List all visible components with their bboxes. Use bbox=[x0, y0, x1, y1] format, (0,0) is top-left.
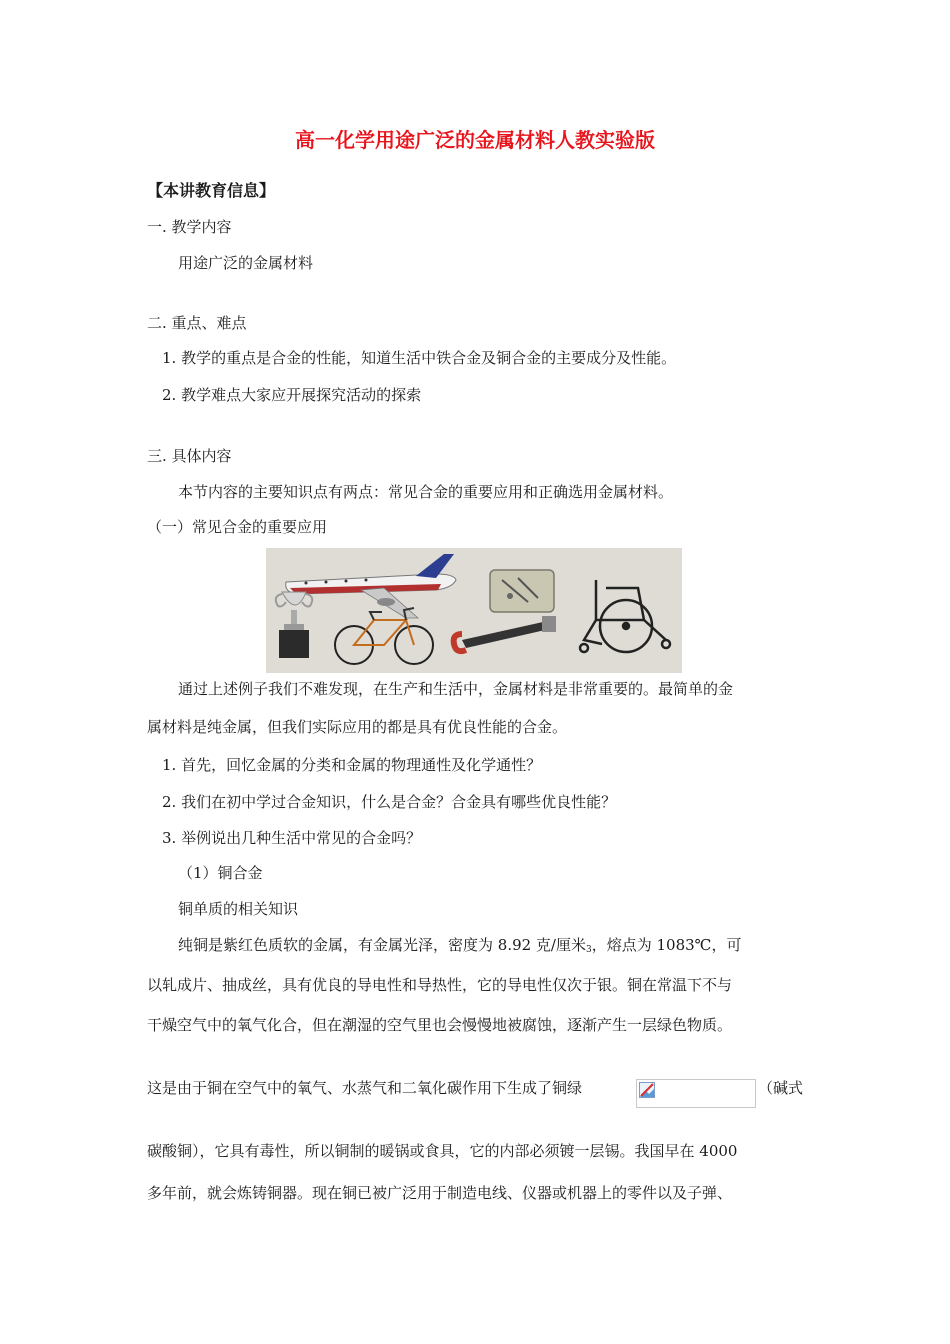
document-title: 高一化学用途广泛的金属材料人教实验版 bbox=[295, 128, 655, 152]
copper-line: 这是由于铜在空气中的氧气、水蒸气和二氧化碳作用下生成了铜绿 bbox=[147, 1079, 583, 1097]
paragraph-line: 属材料是纯金属，但我们实际应用的都是具有优良性能的合金。 bbox=[147, 718, 568, 736]
copper-subheading: 铜单质的相关知识 bbox=[178, 900, 299, 918]
question-item: 2. 我们在初中学过合金知识，什么是合金？合金具有哪些优良性能？ bbox=[162, 793, 617, 811]
copper-line: 多年前，就会炼铸铜器。现在铜已被广泛用于制造电线、仪器或机器上的零件以及子弹、 bbox=[147, 1184, 733, 1202]
section-info-heading: 【本讲教育信息】 bbox=[147, 181, 276, 200]
copper-alloy-heading: （1）铜合金 bbox=[178, 864, 263, 882]
copper-line-tail: （碱式 bbox=[758, 1079, 804, 1097]
section-3-heading: 三. 具体内容 bbox=[147, 447, 232, 465]
question-item: 3. 举例说出几种生活中常见的合金吗？ bbox=[162, 829, 422, 847]
copper-line-text: ，熔点为 1083℃，可 bbox=[591, 936, 742, 954]
copper-line: 干燥空气中的氧气化合，但在潮湿的空气里也会慢慢地被腐蚀，逐渐产生一层绿色物质。 bbox=[147, 1016, 733, 1034]
broken-image-icon bbox=[639, 1082, 655, 1098]
copper-line-text: 纯铜是紫红色质软的金属，有金属光泽，密度为 8.92 克/厘米 bbox=[178, 936, 586, 954]
broken-formula-image bbox=[636, 1079, 756, 1108]
section-1-heading: 一. 教学内容 bbox=[147, 218, 232, 236]
paragraph-line: 通过上述例子我们不难发现，在生产和生活中，金属材料是非常重要的。最简单的金 bbox=[178, 680, 734, 698]
section-2-heading: 二. 重点、难点 bbox=[147, 314, 247, 332]
question-item: 1. 首先，回忆金属的分类和金属的物理通性及化学通性？ bbox=[162, 756, 542, 774]
section-1-body: 用途广泛的金属材料 bbox=[178, 254, 314, 272]
copper-line: 以轧成片、抽成丝，具有优良的导电性和导热性，它的导电性仅次于银。铜在常温下不与 bbox=[147, 976, 733, 994]
superscript-3: 3 bbox=[586, 945, 592, 955]
section-3-intro: 本节内容的主要知识点有两点：常见合金的重要应用和正确选用金属材料。 bbox=[178, 483, 674, 501]
surgical-tray-icon bbox=[490, 570, 554, 612]
alloy-applications-image bbox=[266, 548, 682, 673]
copper-line bbox=[178, 934, 741, 955]
section-2-item: 2. 教学难点大家应开展探究活动的探索 bbox=[162, 386, 422, 404]
section-2-item: 1. 教学的重点是合金的性能，知道生活中铁合金及铜合金的主要成分及性能。 bbox=[162, 349, 677, 367]
subsection-heading: （一）常见合金的重要应用 bbox=[147, 518, 328, 536]
copper-line: 碳酸铜），它具有毒性，所以铜制的暖锅或食具，它的内部必须镀一层锡。我国早在 4000 bbox=[147, 1142, 738, 1160]
